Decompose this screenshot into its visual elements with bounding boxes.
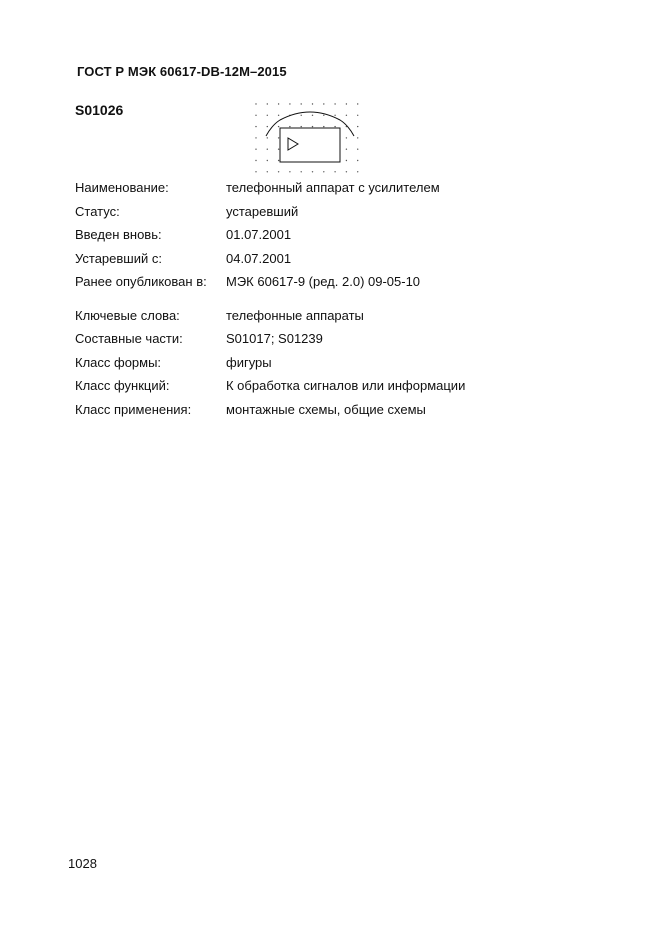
grid-dot <box>267 160 268 161</box>
symbol-code: S01026 <box>75 102 124 118</box>
field-row-keywords <box>75 308 595 332</box>
attribute-list <box>75 180 595 425</box>
grid-dot <box>301 103 302 104</box>
grid-dot <box>323 126 324 127</box>
grid-dot <box>255 115 256 116</box>
grid-dot <box>301 171 302 172</box>
grid-dot <box>357 115 358 116</box>
grid-dot <box>255 137 256 138</box>
grid-dot <box>301 115 302 116</box>
grid-dot <box>357 103 358 104</box>
field-value: монтажные схемы, общие схемы <box>226 401 426 417</box>
grid-dot <box>278 103 279 104</box>
grid-dot <box>346 149 347 150</box>
grid-dot <box>323 103 324 104</box>
grid-dot <box>289 126 290 127</box>
grid-dot <box>334 115 335 116</box>
field-label: Введен вновь: <box>75 227 162 242</box>
grid-dot <box>334 103 335 104</box>
grid-dot <box>278 115 279 116</box>
field-label: Ключевые слова: <box>75 307 180 323</box>
grid-dot <box>267 115 268 116</box>
grid-dot <box>267 149 268 150</box>
field-row-name <box>75 180 595 204</box>
grid-dot <box>323 171 324 172</box>
grid-dot <box>278 149 279 150</box>
grid-dot <box>255 103 256 104</box>
grid-dot <box>312 171 313 172</box>
grid-dot <box>267 126 268 127</box>
telephone-body <box>280 128 340 162</box>
field-row-components <box>75 331 595 355</box>
grid-dot <box>312 115 313 116</box>
field-label: Ранее опубликован в: <box>75 274 207 289</box>
grid-dot <box>357 126 358 127</box>
grid-dot <box>278 126 279 127</box>
grid-dot <box>346 171 347 172</box>
field-row-shape-class <box>75 355 595 379</box>
grid-dot <box>278 171 279 172</box>
field-label: Составные части: <box>75 331 183 346</box>
telephone-with-amplifier-icon <box>252 100 368 176</box>
field-label: Наименование: <box>75 180 169 195</box>
field-value: устаревший <box>226 203 299 219</box>
field-value: К обработка сигналов или информации <box>226 378 466 393</box>
field-label: Класс применения: <box>75 401 192 417</box>
field-row-status <box>75 204 595 228</box>
grid-dot <box>346 137 347 138</box>
field-value: телефонный аппарат с усилителем <box>226 180 440 195</box>
grid-dot <box>267 137 268 138</box>
grid-dot <box>289 171 290 172</box>
field-value: фигуры <box>226 354 272 370</box>
field-row-application-class <box>75 402 595 426</box>
field-value: 04.07.2001 <box>226 250 292 266</box>
grid-dot <box>346 115 347 116</box>
grid-dot <box>278 137 279 138</box>
field-value: S01017; S01239 <box>226 331 323 346</box>
grid-dot <box>312 126 313 127</box>
grid-dot <box>346 160 347 161</box>
grid-dot <box>312 103 313 104</box>
field-label: Статус: <box>75 203 120 219</box>
grid-dot <box>357 137 358 138</box>
field-label: Класс функций: <box>75 378 170 393</box>
grid-dot <box>334 171 335 172</box>
page-number: 1028 <box>68 856 97 871</box>
grid-dot <box>255 160 256 161</box>
grid-dot <box>323 115 324 116</box>
field-value: МЭК 60617-9 (ред. 2.0) 09-05-10 <box>226 274 421 289</box>
field-row-previously-published <box>75 274 595 298</box>
grid-dot <box>255 171 256 172</box>
grid-dot <box>357 149 358 150</box>
grid-dot <box>301 126 302 127</box>
field-label: Устаревший с: <box>75 250 162 266</box>
field-row-function-class <box>75 378 595 402</box>
document-header: ГОСТ Р МЭК 60617-DB-12M–2015 <box>77 64 287 79</box>
grid-dot <box>267 103 268 104</box>
grid-dot <box>255 149 256 150</box>
grid-dot <box>346 103 347 104</box>
field-label: Класс формы: <box>75 354 162 370</box>
field-value: телефонные аппараты <box>226 307 364 323</box>
field-row-obsolete-since <box>75 251 595 275</box>
grid-dot <box>334 126 335 127</box>
grid-dot <box>289 103 290 104</box>
grid-dot <box>357 160 358 161</box>
grid-dot <box>267 171 268 172</box>
grid-dot <box>255 126 256 127</box>
grid-dot <box>357 171 358 172</box>
grid-dot <box>278 160 279 161</box>
field-row-introduced <box>75 227 595 251</box>
field-value: 01.07.2001 <box>226 227 292 242</box>
